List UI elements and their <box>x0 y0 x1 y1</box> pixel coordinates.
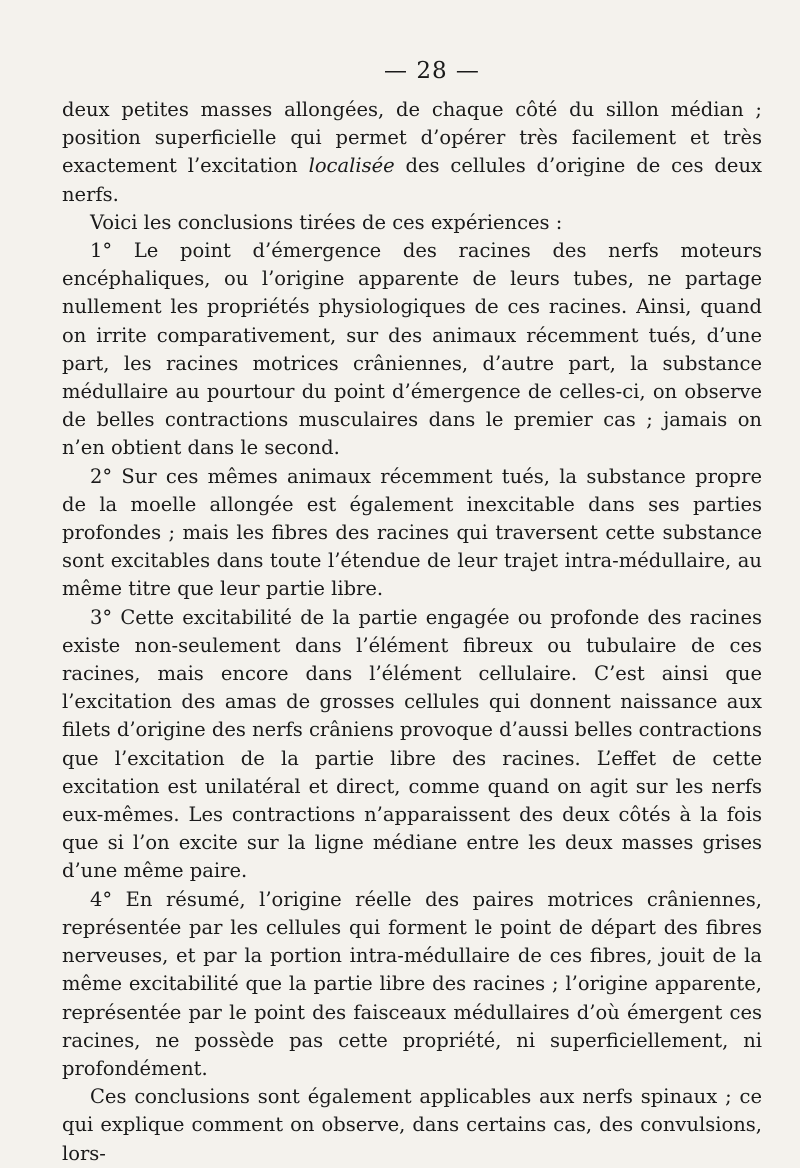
paragraph-6: 4° En résumé, l’origine réelle des paires motrices crâniennes, représentée par les cellules qui forment le point de départ des fibres nerveuses, et par la portion intra-médullaire de ces fibres, jouit de la même excitabilité que la partie libre des racines ; l’origine apparente, représentée par le point des faisceaux médullaires d’où émergent ces racines, ne possède pas cette propriété, ni superficiellement, ni profondément. <box>62 887 762 1080</box>
paragraph-5: 3° Cette excitabilité de la partie engagée ou profonde des racines existe non-seulement dans l’élément fibreux ou tubulaire de ces racines, mais encore dans l’élément cellulaire. C’est ainsi que l’excitation des amas de grosses cellules qui donnent naissance aux filets d’origine des nerfs crâniens provoque d’aussi belles contractions que l’excitation de la partie libre des racines. L’effet de cette excitation est unilatéral et direct, comme quand on agit sur les nerfs eux-mêmes. Les contractions n’apparaissent des deux côtés à la fois que si l’on excite sur la ligne médiane entre les deux masses grises d’une même paire. <box>62 605 762 883</box>
body-text <box>62 96 762 1168</box>
paragraph-7: Ces conclusions sont également applicables aux nerfs spinaux ; ce qui explique comment on observe, dans certains cas, des convulsions, lors- <box>62 1085 762 1165</box>
page-number: — 28 — <box>384 58 480 84</box>
paragraph-1-start: deux petites masses allongées, de chaque côté du sillon médian ; position superficielle qui permet d’opérer très facilement et très exactement l’excitation <box>62 98 762 178</box>
paragraph-1 <box>62 96 762 209</box>
paragraph-1-end: des cellules d’origine de ces deux nerfs. <box>62 154 762 206</box>
paragraph-4: 2° Sur ces mêmes animaux récemment tués, la substance propre de la moelle allongée est également inexcitable dans ses parties profondes ; mais les fibres des racines qui traversent cette substance sont excitables dans toute l’étendue de leur trajet intra-médullaire, au même titre que leur partie libre. <box>62 464 762 601</box>
paragraph-2: Voici les conclusions tirées de ces expériences : <box>90 210 563 234</box>
emphasis-localisee: localisée <box>308 154 395 178</box>
paragraph-3: 1° Le point d’émergence des racines des nerfs moteurs encéphaliques, ou l’origine apparente de leurs tubes, ne partage nullement les propriétés physiologiques de ces racines. Ainsi, quand on irrite comparativement, sur des animaux récemment tués, d’une part, les racines motrices crâniennes, d’autre part, la substance médullaire au pourtour du point d’émergence de celles-ci, on observe de belles contractions musculaires dans le premier cas ; jamais on n’en obtient dans le second. <box>62 239 762 460</box>
